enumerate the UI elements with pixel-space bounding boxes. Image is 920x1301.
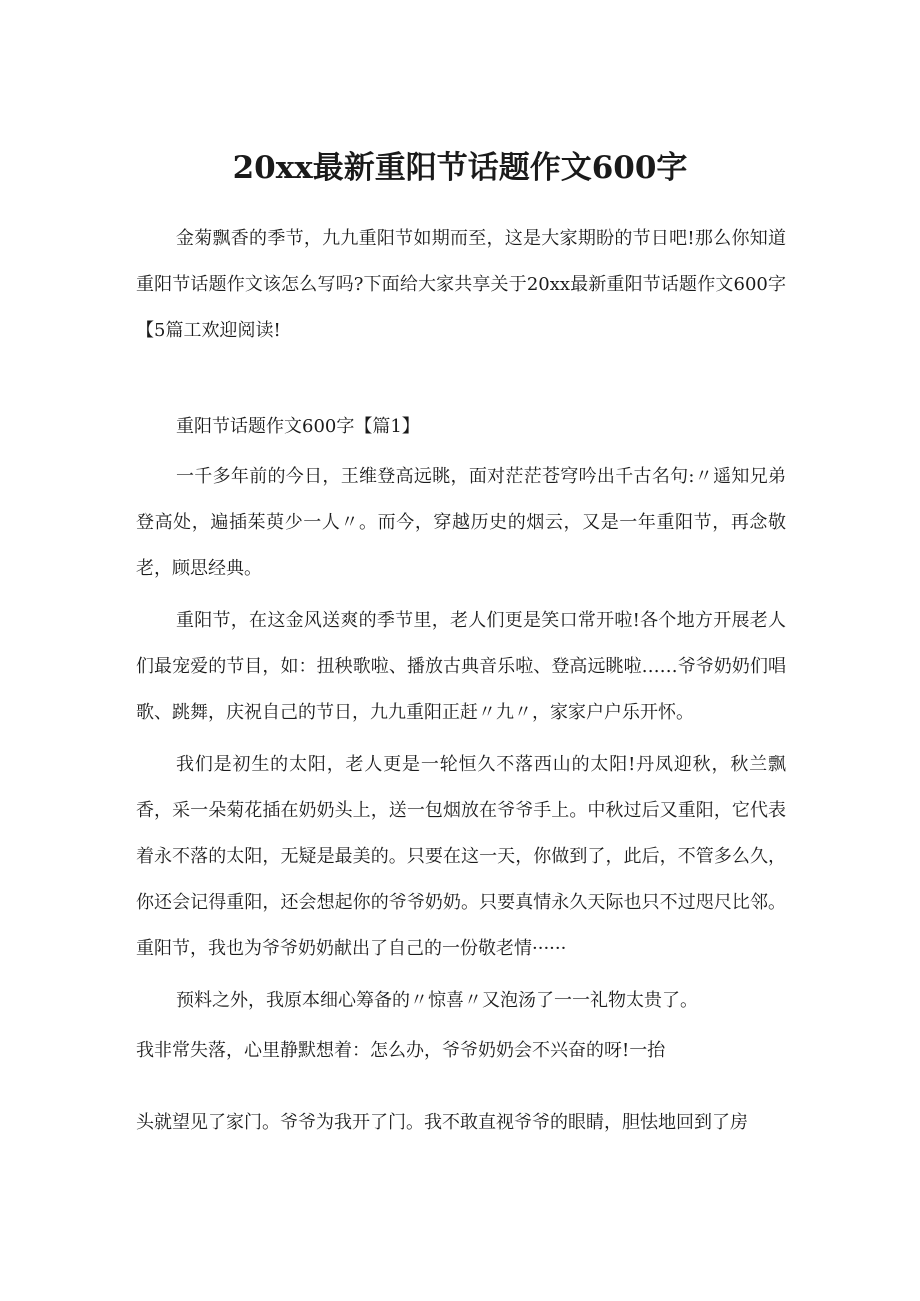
body-paragraph: 重阳节，在这金风送爽的季节里，老人们更是笑口常开啦!各个地方开展老人们最宠爱的节目，如：扭秧歌啦、播放古典音乐啦、登高远眺啦……爷爷奶奶们唱歌、跳舞，庆祝自己的节日，九九重阳正赶〃九〃，家家户户乐开怀。	[136, 610, 786, 723]
document-title: 20xx最新重阳节话题作文600字	[232, 150, 688, 186]
body-paragraph: 预料之外，我原本细心筹备的〃惊喜〃又泡汤了一一礼物太贵了。	[176, 990, 698, 1011]
body-paragraph: 我非常失落，心里静默想着：怎么办，爷爷奶奶会不兴奋的呀!一抬	[136, 1040, 666, 1061]
body-paragraph: 一千多年前的今日，王维登高远眺，面对茫茫苍穹吟出千古名句:〃遥知兄弟登高处，遍插茱萸少一人〃。而今，穿越历史的烟云，又是一年重阳节，再念敬老，顾思经典。	[136, 466, 786, 579]
section-heading: 重阳节话题作文600字【篇1】	[176, 416, 420, 437]
body-paragraph: 我们是初生的太阳，老人更是一轮恒久不落西山的太阳!丹凤迎秋，秋兰飘香，采一朵菊花插在奶奶头上，送一包烟放在爷爷手上。中秋过后又重阳，它代表着永不落的太阳，无疑是最美的。只要在这一天，你做到了，此后，不管多么久，你还会记得重阳，还会想起你的爷爷奶奶。只要真情永久天际也只不过咫尺比邻。重阳节，我也为爷爷奶奶献出了自己的一份敬老情······	[136, 754, 786, 959]
body-paragraph: 头就望见了家门。爷爷为我开了门。我不敢直视爷爷的眼睛，胆怯地回到了房	[136, 1112, 748, 1133]
intro-paragraph: 金菊飘香的季节，九九重阳节如期而至，这是大家期盼的节日吧!那么你知道重阳节话题作文该怎么写吗?下面给大家共享关于20xx最新重阳节话题作文600字【5篇工欢迎阅读!	[136, 228, 786, 341]
